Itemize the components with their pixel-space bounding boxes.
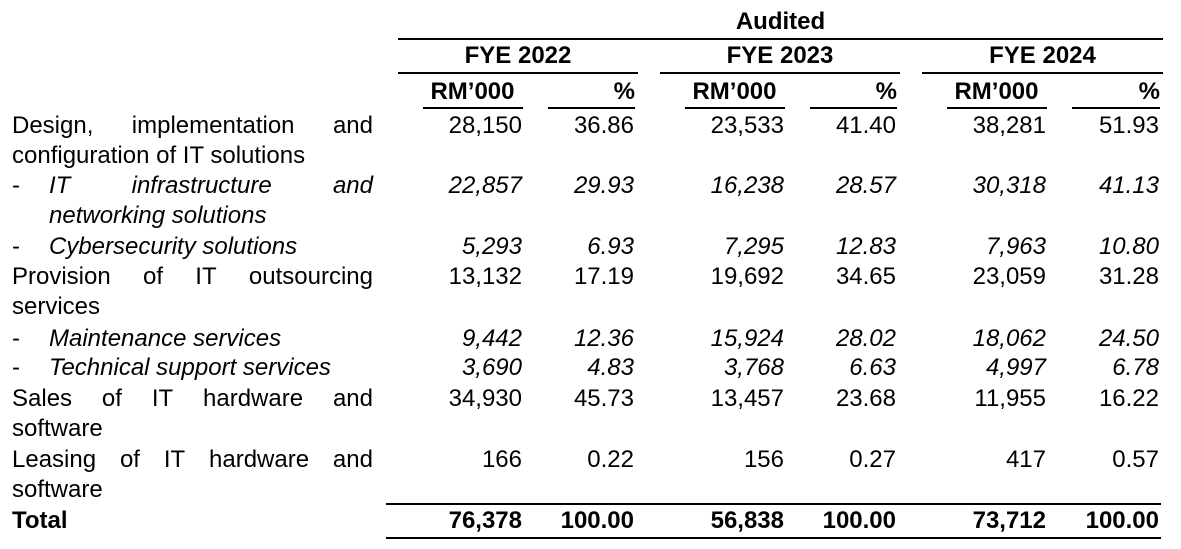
amount-cell: 38,281 [972, 112, 1046, 139]
percent-cell: 41.13 [1098, 172, 1159, 199]
unit-header-2022: RM’000 [430, 78, 515, 105]
percent-cell: 23.68 [835, 385, 896, 412]
total-bottom-rule [386, 537, 1161, 539]
amount-cell: 23,533 [710, 112, 784, 139]
row-label-line2: software [12, 476, 103, 503]
amount-cell: 34,930 [448, 385, 522, 412]
row-dash: - [12, 325, 20, 352]
percent-cell: 6.78 [1112, 354, 1159, 381]
row-dash: - [12, 172, 20, 199]
row-label: Maintenance services [49, 325, 282, 352]
row-label-line1: IT infrastructure and [49, 172, 373, 199]
total-amount-cell: 56,838 [710, 507, 784, 534]
pct-header-2024: % [1138, 78, 1160, 105]
unit-header-2024: RM’000 [954, 78, 1039, 105]
percent-cell: 0.27 [849, 446, 896, 473]
row-label-line2: software [12, 415, 103, 442]
amount-cell: 3,690 [461, 354, 522, 381]
percent-cell: 28.02 [835, 325, 896, 352]
amount-cell: 28,150 [448, 112, 522, 139]
amount-cell: 166 [481, 446, 522, 473]
percent-cell: 10.80 [1098, 233, 1159, 260]
percent-cell: 31.28 [1098, 263, 1159, 290]
amount-cell: 3,768 [723, 354, 784, 381]
unit-rule-2024 [947, 107, 1047, 109]
pct-rule-2024 [1072, 107, 1160, 109]
amount-cell: 9,442 [461, 325, 522, 352]
year-rule-2023 [660, 72, 900, 74]
year-header-2022: FYE 2022 [464, 42, 572, 69]
amount-cell: 5,293 [461, 233, 522, 260]
percent-cell: 0.57 [1112, 446, 1159, 473]
amount-cell: 11,955 [974, 385, 1046, 412]
row-dash: - [12, 233, 20, 260]
percent-cell: 51.93 [1098, 112, 1159, 139]
percent-cell: 28.57 [835, 172, 896, 199]
row-label-line1: Provision of IT outsourcing [12, 263, 373, 290]
unit-rule-2022 [423, 107, 523, 109]
audited-rule [398, 38, 1163, 40]
amount-cell: 7,963 [985, 233, 1046, 260]
row-label-line1: Leasing of IT hardware and [12, 446, 373, 473]
row-label-line2: configuration of IT solutions [12, 142, 306, 169]
row-label: Cybersecurity solutions [49, 233, 298, 260]
amount-cell: 18,062 [972, 325, 1046, 352]
amount-cell: 19,692 [710, 263, 784, 290]
percent-cell: 6.93 [587, 233, 634, 260]
audited-header: Audited [735, 8, 826, 35]
percent-cell: 6.63 [849, 354, 896, 381]
percent-cell: 34.65 [835, 263, 896, 290]
percent-cell: 16.22 [1098, 385, 1159, 412]
amount-cell: 13,457 [710, 385, 784, 412]
row-label-line2: networking solutions [49, 202, 267, 229]
amount-cell: 4,997 [985, 354, 1046, 381]
percent-cell: 12.36 [573, 325, 634, 352]
pct-header-2023: % [875, 78, 897, 105]
year-rule-2024 [922, 72, 1163, 74]
year-header-2024: FYE 2024 [989, 42, 1096, 69]
total-percent-cell: 100.00 [822, 507, 896, 534]
pct-rule-2022 [548, 107, 635, 109]
row-dash: - [12, 354, 20, 381]
row-label-line1: Sales of IT hardware and [12, 385, 373, 412]
amount-cell: 30,318 [972, 172, 1046, 199]
total-amount-cell: 73,712 [972, 507, 1046, 534]
total-top-rule [386, 503, 1161, 505]
unit-rule-2023 [685, 107, 785, 109]
percent-cell: 12.83 [835, 233, 896, 260]
amount-cell: 22,857 [448, 172, 522, 199]
total-percent-cell: 100.00 [560, 507, 634, 534]
percent-cell: 41.40 [835, 112, 896, 139]
percent-cell: 29.93 [573, 172, 634, 199]
row-label-line1: Design, implementation and [12, 112, 373, 139]
percent-cell: 4.83 [587, 354, 634, 381]
amount-cell: 7,295 [723, 233, 784, 260]
percent-cell: 36.86 [573, 112, 634, 139]
percent-cell: 24.50 [1098, 325, 1159, 352]
amount-cell: 417 [1005, 446, 1046, 473]
amount-cell: 156 [743, 446, 784, 473]
percent-cell: 45.73 [573, 385, 634, 412]
total-percent-cell: 100.00 [1085, 507, 1159, 534]
year-rule-2022 [398, 72, 638, 74]
total-amount-cell: 76,378 [448, 507, 522, 534]
amount-cell: 15,924 [710, 325, 784, 352]
unit-header-2023: RM’000 [692, 78, 777, 105]
amount-cell: 16,238 [710, 172, 784, 199]
amount-cell: 23,059 [972, 263, 1046, 290]
percent-cell: 17.19 [573, 263, 634, 290]
year-header-2023: FYE 2023 [726, 42, 834, 69]
percent-cell: 0.22 [587, 446, 634, 473]
pct-rule-2023 [810, 107, 897, 109]
total-label: Total [12, 507, 68, 534]
row-label-line2: services [12, 293, 101, 320]
amount-cell: 13,132 [448, 263, 522, 290]
pct-header-2022: % [613, 78, 635, 105]
row-label: Technical support services [49, 354, 331, 381]
